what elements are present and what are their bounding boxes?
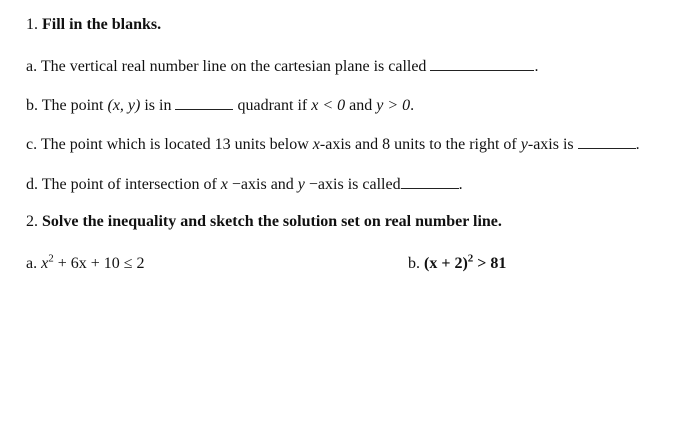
question-1-heading [26,15,161,35]
math-condition-x: x < 0 [311,97,346,114]
item-text: −axis is called [308,176,401,193]
item-1a [26,56,538,77]
question-title: Solve the inequality and sketch the solution set on real number line. [42,213,502,230]
math-x: x [312,136,320,153]
answer-blank[interactable] [175,95,233,110]
item-text: quadrant if [237,97,308,114]
inequality-base: (x + 2) [424,255,468,272]
item-text: The point of intersection of [41,176,217,193]
item-1b [26,95,414,116]
item-end: . [458,176,463,193]
inequality-rest: + 6x + 10 ≤ 2 [57,255,145,272]
item-label: a. [26,58,38,75]
item-text: -axis and 8 units to the right of [319,136,517,153]
item-text: and [349,97,373,114]
item-text: The point [41,97,104,114]
math-y: y [520,136,528,153]
item-end: . [410,97,415,114]
item-1c [26,134,640,155]
question-title: Fill in the blanks. [42,16,162,33]
item-text: The point which is located 13 units below [40,136,309,153]
answer-blank[interactable] [401,174,459,189]
question-2-heading [26,212,502,232]
item-label: c. [26,136,38,153]
item-end: . [534,58,539,75]
item-text: -axis is [527,136,574,153]
answer-blank[interactable] [578,134,636,149]
question-number: 1. [26,16,38,33]
inequality-rest: > 81 [477,255,507,272]
item-text: is in [144,97,172,114]
item-label: d. [26,176,38,193]
math-point: (x, y) [107,97,141,114]
math-condition-y: y > 0 [376,97,411,114]
math-y: y [297,176,305,193]
question-number: 2. [26,213,38,230]
exponent: 2 [467,252,474,265]
item-2b [408,254,506,274]
math-x: x [41,255,49,272]
item-2a [26,254,145,274]
item-label: b. [408,255,420,272]
item-end: . [635,136,640,153]
item-label: a. [26,255,38,272]
exponent: 2 [48,252,54,265]
item-1d [26,174,463,195]
item-text: The vertical real number line on the cartesian plane is called [40,58,427,75]
item-text: −axis and [231,176,294,193]
item-label: b. [26,97,38,114]
math-x: x [220,176,228,193]
answer-blank[interactable] [430,56,534,71]
